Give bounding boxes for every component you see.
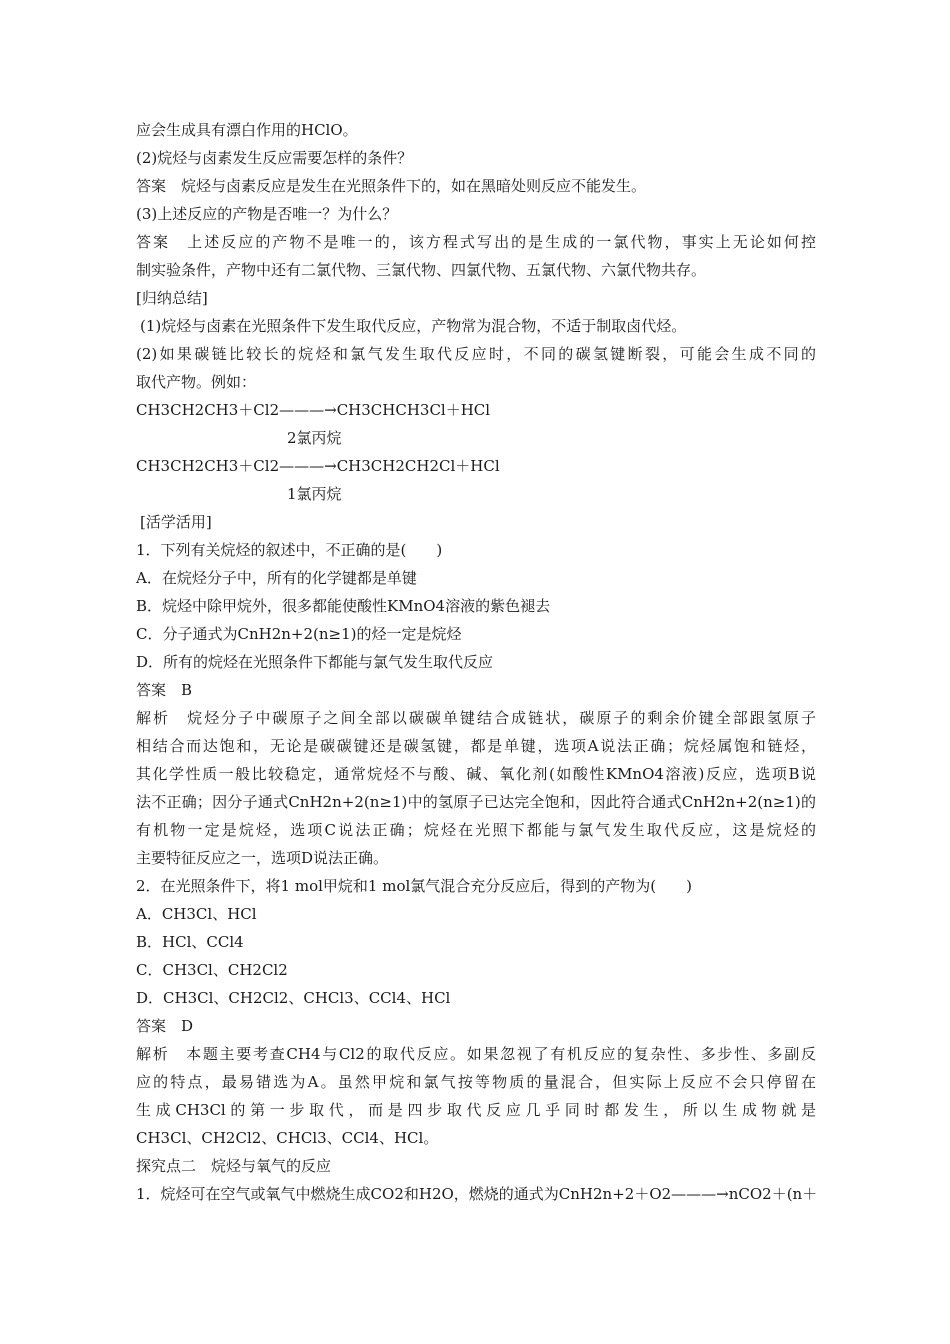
- question-line: 1．烷烃可在空气或氧气中燃烧生成CO2和H2O，燃烧的通式为CnH2n+2＋O2———→nCO2＋(n＋: [136, 1185, 818, 1203]
- option-line: A．在烷烃分子中，所有的化学键都是单键: [136, 569, 417, 587]
- section-heading: [活学活用]: [140, 513, 212, 531]
- explanation-line: 相结合而达饱和，无论是碳碳键还是碳氢键，都是单键，选项A说法正确；烷烃属饱和链烃，: [136, 737, 816, 755]
- explanation-line: 解析 烷烃分子中碳原子之间全部以碳碳单键结合成链状，碳原子的剩余价键全部跟氢原子: [136, 709, 816, 727]
- option-line: D．CH3Cl、CH2Cl2、CHCl3、CCl4、HCl: [136, 989, 451, 1007]
- explanation-line: 其化学性质一般比较稳定，通常烷烃不与酸、碱、氧化剂(如酸性KMnO4溶液)反应，选项B说: [136, 765, 816, 783]
- option-line: C．CH3Cl、CH2Cl2: [136, 961, 288, 979]
- explanation-line: 主要特征反应之一，选项D说法正确。: [136, 849, 389, 867]
- question-line: (2)烷烃与卤素发生反应需要怎样的条件？: [136, 149, 413, 167]
- option-line: D．所有的烷烃在光照条件下都能与氯气发生取代反应: [136, 653, 494, 671]
- text-line: 取代产物。例如：: [136, 373, 257, 391]
- text-line: 制实验条件，产物中还有二氯代物、三氯代物、四氯代物、五氯代物、六氯代物共存。: [136, 261, 707, 279]
- answer-line: 答案 烷烃与卤素反应是发生在光照条件下的，如在黑暗处则反应不能发生。: [136, 177, 647, 195]
- explanation-line: 解析 本题主要考查CH4与Cl2的取代反应。如果忽视了有机反应的复杂性、多步性、多副反: [136, 1045, 816, 1063]
- question-line: (3)上述反应的产物是否唯一？为什么？: [136, 205, 398, 223]
- explanation-line: 法不正确；因分子通式CnH2n+2(n≥1)中的氢原子已达完全饱和，因此符合通式CnH2n+2(n≥1)的: [136, 793, 816, 811]
- answer-line: 答案 B: [136, 681, 193, 699]
- explanation-line: 生成CH3Cl的第一步取代，而是四步取代反应几乎同时都发生，所以生成物就是: [136, 1101, 816, 1119]
- equation-line: CH3CH2CH3＋Cl2———→CH3CHCH3Cl＋HCl: [136, 401, 491, 419]
- summary-item: (1)烷烃与卤素在光照条件下发生取代反应，产物常为混合物，不适于制取卤代烃。: [140, 317, 687, 335]
- answer-line: 答案 D: [136, 1017, 194, 1035]
- section-heading: [归纳总结]: [136, 289, 208, 307]
- option-line: B．HCl、CCl4: [136, 933, 244, 951]
- equation-line: CH3CH2CH3＋Cl2———→CH3CH2CH2Cl＋HCl: [136, 457, 500, 475]
- question-line: 1．下列有关烷烃的叙述中，不正确的是( ): [136, 541, 443, 559]
- explanation-line: 应的特点，最易错选为A。虽然甲烷和氯气按等物质的量混合，但实际上反应不会只停留在: [136, 1073, 816, 1091]
- product-name: 2氯丙烷: [287, 429, 342, 447]
- answer-line: 答案 上述反应的产物不是唯一的，该方程式写出的是生成的一氯代物，事实上无论如何控: [136, 233, 816, 251]
- option-line: B．烷烃中除甲烷外，很多都能使酸性KMnO4溶液的紫色褪去: [136, 597, 551, 615]
- product-name: 1氯丙烷: [287, 485, 342, 503]
- option-line: C．分子通式为CnH2n+2(n≥1)的烃一定是烷烃: [136, 625, 462, 643]
- summary-item: (2)如果碳链比较长的烷烃和氯气发生取代反应时，不同的碳氢键断裂，可能会生成不同的: [136, 345, 816, 363]
- option-line: A．CH3Cl、HCl: [136, 905, 257, 923]
- explanation-line: CH3Cl、CH2Cl2、CHCl3、CCl4、HCl。: [136, 1129, 439, 1147]
- text-line: 应会生成具有漂白作用的HClO。: [136, 121, 358, 139]
- explanation-line: 有机物一定是烷烃，选项C说法正确；烷烃在光照下都能与氯气发生取代反应，这是烷烃的: [136, 821, 816, 839]
- section-heading: 探究点二 烷烃与氧气的反应: [136, 1157, 332, 1175]
- question-line: 2．在光照条件下，将1 mol甲烷和1 mol氯气混合充分反应后，得到的产物为( ): [136, 877, 692, 895]
